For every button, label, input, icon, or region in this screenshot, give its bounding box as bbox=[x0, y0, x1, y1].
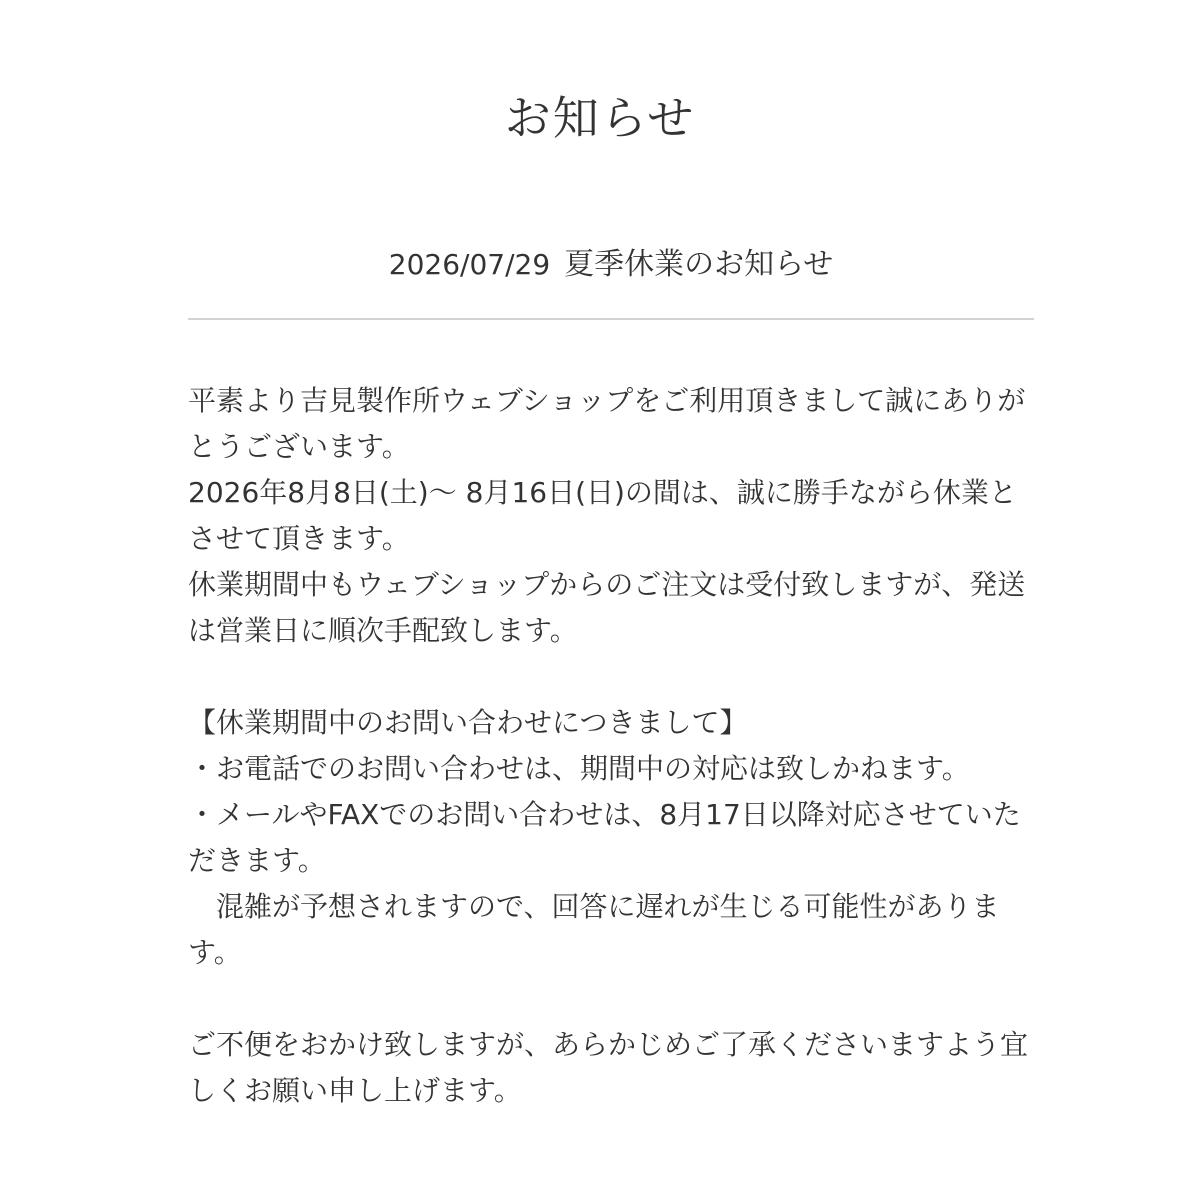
inquiry-heading: 【休業期間中のお問い合わせにつきまして】 bbox=[188, 706, 748, 739]
blank-line bbox=[188, 654, 1034, 700]
page-title: お知らせ bbox=[504, 91, 696, 145]
inquiry-item-phone: ・お電話でのお問い合わせは、期間中の対応は致しかねます。 bbox=[188, 752, 970, 785]
notice-body bbox=[188, 378, 1034, 1114]
notice-header bbox=[188, 243, 1034, 287]
notice-title: 夏季休業のお知らせ bbox=[564, 247, 834, 282]
divider bbox=[188, 318, 1034, 320]
body-paragraph-closing: ご不便をおかけ致しますが、あらかじめご了承くださいますよう宜しくお願い申し上げます。 bbox=[188, 1028, 1029, 1107]
inquiry-item-delay: 混雑が予想されますので、回答に遅れが生じる可能性があります。 bbox=[188, 890, 1000, 969]
body-paragraph-greeting: 平素より吉見製作所ウェブショップをご利用頂きまして誠にありがとうございます。 bbox=[188, 384, 1026, 463]
inquiry-item-mail-fax: ・メールやFAXでのお問い合わせは、8月17日以降対応させていただきます。 bbox=[188, 798, 1021, 877]
body-paragraph-orders: 休業期間中もウェブショップからのご注文は受付致しますが、発送は営業日に順次手配致します。 bbox=[188, 568, 1026, 647]
blank-line bbox=[188, 976, 1034, 1022]
body-paragraph-closure-period: 2026年8月8日(土)〜 8月16日(日)の間は、誠に勝手ながら休業とさせて頂きます。 bbox=[188, 476, 1017, 555]
notice-date: 2026/07/29 bbox=[388, 248, 551, 281]
